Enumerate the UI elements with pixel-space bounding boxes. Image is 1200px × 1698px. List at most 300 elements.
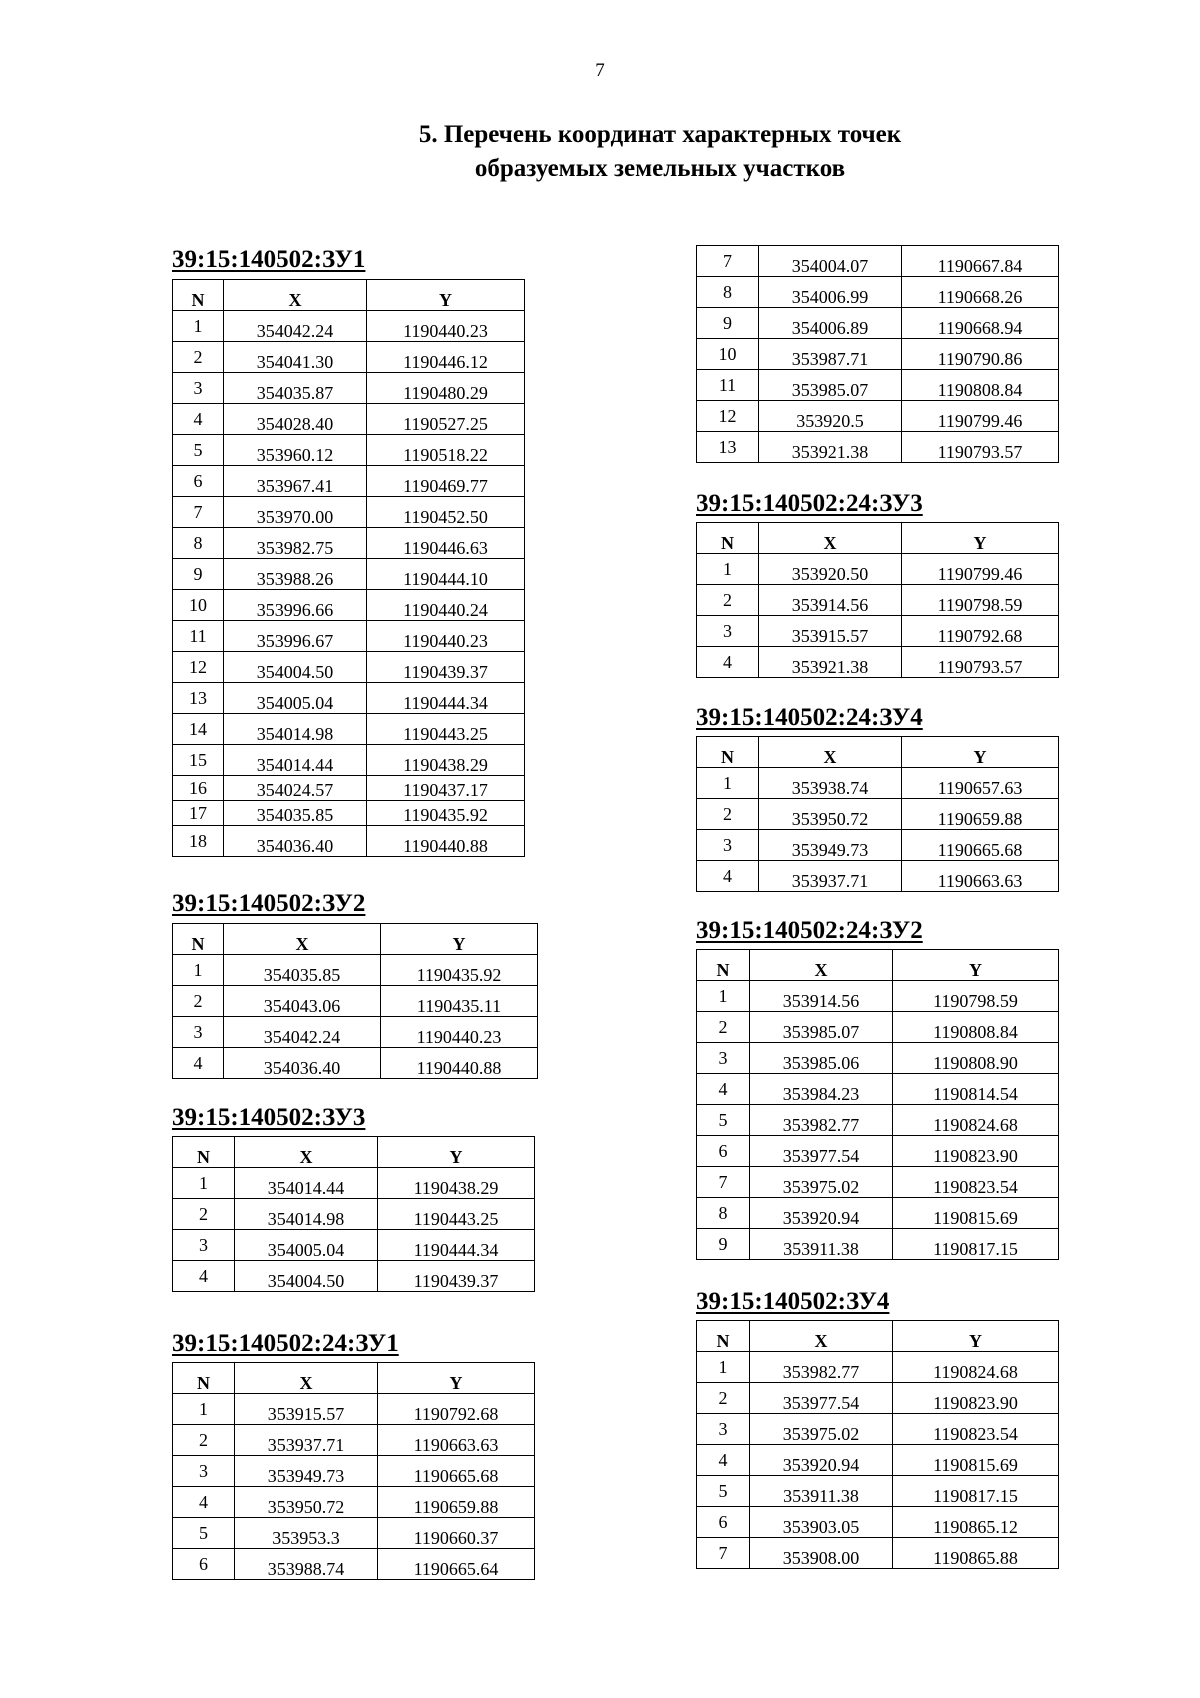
x-coordinate: 354006.89 bbox=[759, 308, 902, 339]
y-coordinate: 1190440.23 bbox=[381, 1017, 538, 1048]
table-row bbox=[697, 246, 1059, 277]
x-coordinate: 353987.71 bbox=[759, 339, 902, 370]
x-coordinate: 354005.04 bbox=[224, 683, 367, 714]
coordinates-table bbox=[696, 949, 1059, 1260]
point-number: 1 bbox=[697, 768, 759, 799]
y-coordinate: 1190667.84 bbox=[902, 246, 1059, 277]
table-row bbox=[697, 1136, 1059, 1167]
parcel-title: 39:15:140502:24:ЗУ3 bbox=[696, 490, 923, 517]
x-coordinate: 353977.54 bbox=[750, 1136, 893, 1167]
y-coordinate: 1190817.15 bbox=[893, 1229, 1059, 1260]
y-coordinate: 1190823.90 bbox=[893, 1383, 1059, 1414]
y-coordinate: 1190659.88 bbox=[378, 1487, 535, 1518]
point-number: 4 bbox=[697, 1445, 750, 1476]
y-coordinate: 1190527.25 bbox=[367, 404, 525, 435]
x-coordinate: 353985.07 bbox=[750, 1012, 893, 1043]
x-coordinate: 354042.24 bbox=[224, 311, 367, 342]
point-number: 14 bbox=[173, 714, 224, 745]
column-header-y: Y bbox=[902, 523, 1059, 554]
point-number: 4 bbox=[173, 1048, 224, 1079]
y-coordinate: 1190792.68 bbox=[378, 1394, 535, 1425]
table-row bbox=[173, 311, 525, 342]
y-coordinate: 1190663.63 bbox=[902, 861, 1059, 892]
table-header-row bbox=[697, 1321, 1059, 1352]
x-coordinate: 353911.38 bbox=[750, 1229, 893, 1260]
y-coordinate: 1190665.68 bbox=[902, 830, 1059, 861]
x-coordinate: 353996.67 bbox=[224, 621, 367, 652]
table-row bbox=[173, 528, 525, 559]
column-header-n: N bbox=[173, 1363, 235, 1394]
table-row bbox=[173, 1518, 535, 1549]
x-coordinate: 353915.57 bbox=[759, 616, 902, 647]
x-coordinate: 354006.99 bbox=[759, 277, 902, 308]
x-coordinate: 353982.75 bbox=[224, 528, 367, 559]
table-row bbox=[697, 1352, 1059, 1383]
point-number: 18 bbox=[173, 826, 224, 857]
table-row bbox=[173, 955, 538, 986]
table-row bbox=[173, 1048, 538, 1079]
table-row bbox=[697, 1167, 1059, 1198]
x-coordinate: 353920.94 bbox=[750, 1198, 893, 1229]
table-row bbox=[173, 683, 525, 714]
point-number: 10 bbox=[697, 339, 759, 370]
point-number: 4 bbox=[697, 647, 759, 678]
coordinates-table bbox=[172, 923, 538, 1079]
point-number: 3 bbox=[173, 1230, 235, 1261]
column-header-n: N bbox=[697, 523, 759, 554]
x-coordinate: 353915.57 bbox=[235, 1394, 378, 1425]
table-row bbox=[173, 776, 525, 801]
column-header-x: X bbox=[759, 737, 902, 768]
x-coordinate: 354035.85 bbox=[224, 955, 381, 986]
point-number: 12 bbox=[697, 401, 759, 432]
table-row bbox=[173, 745, 525, 776]
point-number: 2 bbox=[173, 986, 224, 1017]
table-row bbox=[697, 1414, 1059, 1445]
point-number: 16 bbox=[173, 776, 224, 801]
y-coordinate: 1190444.10 bbox=[367, 559, 525, 590]
y-coordinate: 1190435.92 bbox=[367, 801, 525, 826]
y-coordinate: 1190443.25 bbox=[367, 714, 525, 745]
point-number: 4 bbox=[173, 1487, 235, 1518]
x-coordinate: 353949.73 bbox=[235, 1456, 378, 1487]
x-coordinate: 353960.12 bbox=[224, 435, 367, 466]
page-title-line-1: 5. Перечень координат характерных точек bbox=[418, 121, 902, 148]
column-header-n: N bbox=[173, 1137, 235, 1168]
x-coordinate: 354042.24 bbox=[224, 1017, 381, 1048]
x-coordinate: 353985.07 bbox=[759, 370, 902, 401]
y-coordinate: 1190663.63 bbox=[378, 1425, 535, 1456]
coordinates-table bbox=[696, 522, 1059, 678]
y-coordinate: 1190668.94 bbox=[902, 308, 1059, 339]
point-number: 8 bbox=[697, 1198, 750, 1229]
point-number: 3 bbox=[697, 616, 759, 647]
table-row bbox=[173, 497, 525, 528]
y-coordinate: 1190437.17 bbox=[367, 776, 525, 801]
x-coordinate: 354005.04 bbox=[235, 1230, 378, 1261]
column-header-y: Y bbox=[893, 950, 1059, 981]
x-coordinate: 353903.05 bbox=[750, 1507, 893, 1538]
table-row bbox=[173, 1456, 535, 1487]
point-number: 6 bbox=[173, 1549, 235, 1580]
point-number: 1 bbox=[697, 554, 759, 585]
x-coordinate: 354014.44 bbox=[235, 1168, 378, 1199]
table-row bbox=[697, 1105, 1059, 1136]
table-row bbox=[697, 1043, 1059, 1074]
table-row bbox=[697, 1445, 1059, 1476]
x-coordinate: 353920.50 bbox=[759, 554, 902, 585]
table-row bbox=[697, 830, 1059, 861]
x-coordinate: 353949.73 bbox=[759, 830, 902, 861]
table-row bbox=[697, 768, 1059, 799]
x-coordinate: 353920.94 bbox=[750, 1445, 893, 1476]
column-header-y: Y bbox=[893, 1321, 1059, 1352]
x-coordinate: 354014.98 bbox=[224, 714, 367, 745]
y-coordinate: 1190665.64 bbox=[378, 1549, 535, 1580]
x-coordinate: 353984.23 bbox=[750, 1074, 893, 1105]
point-number: 3 bbox=[697, 1414, 750, 1445]
point-number: 2 bbox=[173, 1425, 235, 1456]
point-number: 7 bbox=[697, 1167, 750, 1198]
point-number: 8 bbox=[173, 528, 224, 559]
table-row bbox=[697, 647, 1059, 678]
point-number: 7 bbox=[173, 497, 224, 528]
point-number: 2 bbox=[697, 1012, 750, 1043]
x-coordinate: 353938.74 bbox=[759, 768, 902, 799]
point-number: 10 bbox=[173, 590, 224, 621]
table-row bbox=[697, 432, 1059, 463]
table-row bbox=[173, 404, 525, 435]
point-number: 5 bbox=[173, 1518, 235, 1549]
x-coordinate: 353977.54 bbox=[750, 1383, 893, 1414]
y-coordinate: 1190793.57 bbox=[902, 432, 1059, 463]
table-row bbox=[173, 466, 525, 497]
y-coordinate: 1190518.22 bbox=[367, 435, 525, 466]
point-number: 4 bbox=[697, 1074, 750, 1105]
y-coordinate: 1190452.50 bbox=[367, 497, 525, 528]
table-row bbox=[173, 435, 525, 466]
table-row bbox=[697, 401, 1059, 432]
parcel-title: 39:15:140502:24:ЗУ2 bbox=[696, 917, 923, 944]
x-coordinate: 353982.77 bbox=[750, 1352, 893, 1383]
table-header-row bbox=[173, 1137, 535, 1168]
point-number: 2 bbox=[697, 799, 759, 830]
coordinates-table bbox=[172, 1136, 535, 1292]
table-row bbox=[697, 1198, 1059, 1229]
point-number: 9 bbox=[697, 1229, 750, 1260]
y-coordinate: 1190440.23 bbox=[367, 311, 525, 342]
x-coordinate: 354004.50 bbox=[224, 652, 367, 683]
point-number: 4 bbox=[697, 861, 759, 892]
table-row bbox=[173, 801, 525, 826]
x-coordinate: 354014.98 bbox=[235, 1199, 378, 1230]
column-header-y: Y bbox=[367, 280, 525, 311]
coordinates-table bbox=[696, 736, 1059, 892]
column-header-n: N bbox=[173, 924, 224, 955]
point-number: 7 bbox=[697, 1538, 750, 1569]
y-coordinate: 1190808.84 bbox=[893, 1012, 1059, 1043]
y-coordinate: 1190443.25 bbox=[378, 1199, 535, 1230]
table-row bbox=[173, 1230, 535, 1261]
x-coordinate: 353911.38 bbox=[750, 1476, 893, 1507]
x-coordinate: 353982.77 bbox=[750, 1105, 893, 1136]
table-row bbox=[173, 590, 525, 621]
point-number: 5 bbox=[173, 435, 224, 466]
table-header-row bbox=[697, 737, 1059, 768]
table-row bbox=[173, 1394, 535, 1425]
y-coordinate: 1190439.37 bbox=[378, 1261, 535, 1292]
parcel-title: 39:15:140502:ЗУ3 bbox=[172, 1104, 366, 1131]
x-coordinate: 353988.26 bbox=[224, 559, 367, 590]
x-coordinate: 353975.02 bbox=[750, 1414, 893, 1445]
table-row bbox=[173, 1549, 535, 1580]
table-row bbox=[173, 1261, 535, 1292]
x-coordinate: 354024.57 bbox=[224, 776, 367, 801]
y-coordinate: 1190446.12 bbox=[367, 342, 525, 373]
x-coordinate: 353950.72 bbox=[235, 1487, 378, 1518]
table-row bbox=[697, 277, 1059, 308]
point-number: 15 bbox=[173, 745, 224, 776]
x-coordinate: 353920.5 bbox=[759, 401, 902, 432]
table-row bbox=[697, 861, 1059, 892]
table-row bbox=[697, 1012, 1059, 1043]
parcel-title: 39:15:140502:ЗУ4 bbox=[696, 1288, 890, 1315]
table-row bbox=[697, 585, 1059, 616]
column-header-n: N bbox=[173, 280, 224, 311]
table-row bbox=[173, 373, 525, 404]
x-coordinate: 353988.74 bbox=[235, 1549, 378, 1580]
parcel-title: 39:15:140502:24:ЗУ4 bbox=[696, 704, 923, 731]
parcel-title: 39:15:140502:ЗУ2 bbox=[172, 890, 366, 917]
column-header-x: X bbox=[750, 1321, 893, 1352]
table-row bbox=[697, 339, 1059, 370]
column-header-y: Y bbox=[378, 1137, 535, 1168]
x-coordinate: 353950.72 bbox=[759, 799, 902, 830]
point-number: 13 bbox=[173, 683, 224, 714]
point-number: 1 bbox=[173, 1168, 235, 1199]
y-coordinate: 1190808.84 bbox=[902, 370, 1059, 401]
x-coordinate: 353914.56 bbox=[759, 585, 902, 616]
y-coordinate: 1190480.29 bbox=[367, 373, 525, 404]
x-coordinate: 353908.00 bbox=[750, 1538, 893, 1569]
column-header-n: N bbox=[697, 950, 750, 981]
table-row bbox=[697, 554, 1059, 585]
table-row bbox=[173, 986, 538, 1017]
column-header-x: X bbox=[224, 280, 367, 311]
point-number: 2 bbox=[697, 585, 759, 616]
x-coordinate: 354041.30 bbox=[224, 342, 367, 373]
point-number: 2 bbox=[173, 1199, 235, 1230]
y-coordinate: 1190814.54 bbox=[893, 1074, 1059, 1105]
point-number: 13 bbox=[697, 432, 759, 463]
column-header-n: N bbox=[697, 737, 759, 768]
y-coordinate: 1190808.90 bbox=[893, 1043, 1059, 1074]
table-row bbox=[697, 799, 1059, 830]
y-coordinate: 1190660.37 bbox=[378, 1518, 535, 1549]
table-row bbox=[697, 308, 1059, 339]
y-coordinate: 1190815.69 bbox=[893, 1198, 1059, 1229]
column-header-y: Y bbox=[381, 924, 538, 955]
column-header-n: N bbox=[697, 1321, 750, 1352]
table-row bbox=[697, 981, 1059, 1012]
coordinates-table bbox=[172, 279, 525, 857]
x-coordinate: 353914.56 bbox=[750, 981, 893, 1012]
x-coordinate: 353985.06 bbox=[750, 1043, 893, 1074]
column-header-y: Y bbox=[902, 737, 1059, 768]
page-title-line-2: образуемых земельных участков bbox=[474, 155, 846, 182]
y-coordinate: 1190435.11 bbox=[381, 986, 538, 1017]
column-header-x: X bbox=[759, 523, 902, 554]
y-coordinate: 1190444.34 bbox=[367, 683, 525, 714]
y-coordinate: 1190657.63 bbox=[902, 768, 1059, 799]
table-row bbox=[173, 342, 525, 373]
table-row bbox=[697, 370, 1059, 401]
y-coordinate: 1190790.86 bbox=[902, 339, 1059, 370]
y-coordinate: 1190824.68 bbox=[893, 1352, 1059, 1383]
y-coordinate: 1190817.15 bbox=[893, 1476, 1059, 1507]
y-coordinate: 1190799.46 bbox=[902, 554, 1059, 585]
table-header-row bbox=[173, 1363, 535, 1394]
y-coordinate: 1190823.54 bbox=[893, 1167, 1059, 1198]
table-header-row bbox=[173, 280, 525, 311]
coordinates-table bbox=[696, 1320, 1059, 1569]
point-number: 3 bbox=[173, 373, 224, 404]
table-row bbox=[173, 559, 525, 590]
point-number: 4 bbox=[173, 404, 224, 435]
y-coordinate: 1190823.54 bbox=[893, 1414, 1059, 1445]
point-number: 6 bbox=[173, 466, 224, 497]
y-coordinate: 1190799.46 bbox=[902, 401, 1059, 432]
y-coordinate: 1190865.88 bbox=[893, 1538, 1059, 1569]
table-row bbox=[173, 1425, 535, 1456]
x-coordinate: 353921.38 bbox=[759, 647, 902, 678]
table-row bbox=[697, 1383, 1059, 1414]
table-row bbox=[173, 826, 525, 857]
table-row bbox=[697, 1507, 1059, 1538]
y-coordinate: 1190823.90 bbox=[893, 1136, 1059, 1167]
parcel-title: 39:15:140502:24:ЗУ1 bbox=[172, 1330, 399, 1357]
x-coordinate: 353937.71 bbox=[235, 1425, 378, 1456]
table-row bbox=[697, 1229, 1059, 1260]
y-coordinate: 1190798.59 bbox=[902, 585, 1059, 616]
point-number: 3 bbox=[697, 830, 759, 861]
table-row bbox=[173, 621, 525, 652]
x-coordinate: 354004.07 bbox=[759, 246, 902, 277]
x-coordinate: 353937.71 bbox=[759, 861, 902, 892]
y-coordinate: 1190440.88 bbox=[381, 1048, 538, 1079]
y-coordinate: 1190446.63 bbox=[367, 528, 525, 559]
table-row bbox=[173, 1487, 535, 1518]
column-header-y: Y bbox=[378, 1363, 535, 1394]
table-header-row bbox=[697, 523, 1059, 554]
coordinates-table bbox=[696, 245, 1059, 463]
point-number: 1 bbox=[173, 1394, 235, 1425]
point-number: 6 bbox=[697, 1507, 750, 1538]
point-number: 4 bbox=[173, 1261, 235, 1292]
y-coordinate: 1190439.37 bbox=[367, 652, 525, 683]
column-header-x: X bbox=[235, 1137, 378, 1168]
y-coordinate: 1190440.23 bbox=[367, 621, 525, 652]
x-coordinate: 354035.85 bbox=[224, 801, 367, 826]
x-coordinate: 353967.41 bbox=[224, 466, 367, 497]
table-row bbox=[697, 616, 1059, 647]
point-number: 12 bbox=[173, 652, 224, 683]
point-number: 1 bbox=[697, 1352, 750, 1383]
x-coordinate: 354004.50 bbox=[235, 1261, 378, 1292]
point-number: 1 bbox=[697, 981, 750, 1012]
x-coordinate: 353975.02 bbox=[750, 1167, 893, 1198]
column-header-x: X bbox=[235, 1363, 378, 1394]
table-header-row bbox=[173, 924, 538, 955]
point-number: 3 bbox=[173, 1456, 235, 1487]
point-number: 11 bbox=[173, 621, 224, 652]
point-number: 8 bbox=[697, 277, 759, 308]
y-coordinate: 1190865.12 bbox=[893, 1507, 1059, 1538]
point-number: 3 bbox=[173, 1017, 224, 1048]
x-coordinate: 353996.66 bbox=[224, 590, 367, 621]
y-coordinate: 1190659.88 bbox=[902, 799, 1059, 830]
x-coordinate: 354036.40 bbox=[224, 826, 367, 857]
table-row bbox=[173, 652, 525, 683]
table-header-row bbox=[697, 950, 1059, 981]
x-coordinate: 353953.3 bbox=[235, 1518, 378, 1549]
y-coordinate: 1190438.29 bbox=[367, 745, 525, 776]
point-number: 6 bbox=[697, 1136, 750, 1167]
point-number: 5 bbox=[697, 1105, 750, 1136]
page-title bbox=[250, 118, 1070, 186]
y-coordinate: 1190792.68 bbox=[902, 616, 1059, 647]
y-coordinate: 1190440.88 bbox=[367, 826, 525, 857]
y-coordinate: 1190798.59 bbox=[893, 981, 1059, 1012]
x-coordinate: 354036.40 bbox=[224, 1048, 381, 1079]
y-coordinate: 1190668.26 bbox=[902, 277, 1059, 308]
coordinates-table bbox=[172, 1362, 535, 1580]
y-coordinate: 1190793.57 bbox=[902, 647, 1059, 678]
table-row bbox=[173, 1168, 535, 1199]
x-coordinate: 354043.06 bbox=[224, 986, 381, 1017]
table-row bbox=[173, 714, 525, 745]
point-number: 11 bbox=[697, 370, 759, 401]
column-header-x: X bbox=[750, 950, 893, 981]
y-coordinate: 1190440.24 bbox=[367, 590, 525, 621]
point-number: 2 bbox=[173, 342, 224, 373]
point-number: 5 bbox=[697, 1476, 750, 1507]
page-number: 7 bbox=[595, 60, 605, 81]
table-row bbox=[697, 1476, 1059, 1507]
y-coordinate: 1190435.92 bbox=[381, 955, 538, 986]
point-number: 17 bbox=[173, 801, 224, 826]
y-coordinate: 1190665.68 bbox=[378, 1456, 535, 1487]
x-coordinate: 353921.38 bbox=[759, 432, 902, 463]
x-coordinate: 354028.40 bbox=[224, 404, 367, 435]
parcel-title: 39:15:140502:ЗУ1 bbox=[172, 246, 366, 273]
point-number: 9 bbox=[697, 308, 759, 339]
point-number: 1 bbox=[173, 311, 224, 342]
y-coordinate: 1190469.77 bbox=[367, 466, 525, 497]
y-coordinate: 1190815.69 bbox=[893, 1445, 1059, 1476]
y-coordinate: 1190438.29 bbox=[378, 1168, 535, 1199]
y-coordinate: 1190824.68 bbox=[893, 1105, 1059, 1136]
point-number: 3 bbox=[697, 1043, 750, 1074]
point-number: 2 bbox=[697, 1383, 750, 1414]
point-number: 7 bbox=[697, 246, 759, 277]
x-coordinate: 354035.87 bbox=[224, 373, 367, 404]
table-row bbox=[173, 1199, 535, 1230]
column-header-x: X bbox=[224, 924, 381, 955]
y-coordinate: 1190444.34 bbox=[378, 1230, 535, 1261]
x-coordinate: 353970.00 bbox=[224, 497, 367, 528]
table-row bbox=[697, 1538, 1059, 1569]
